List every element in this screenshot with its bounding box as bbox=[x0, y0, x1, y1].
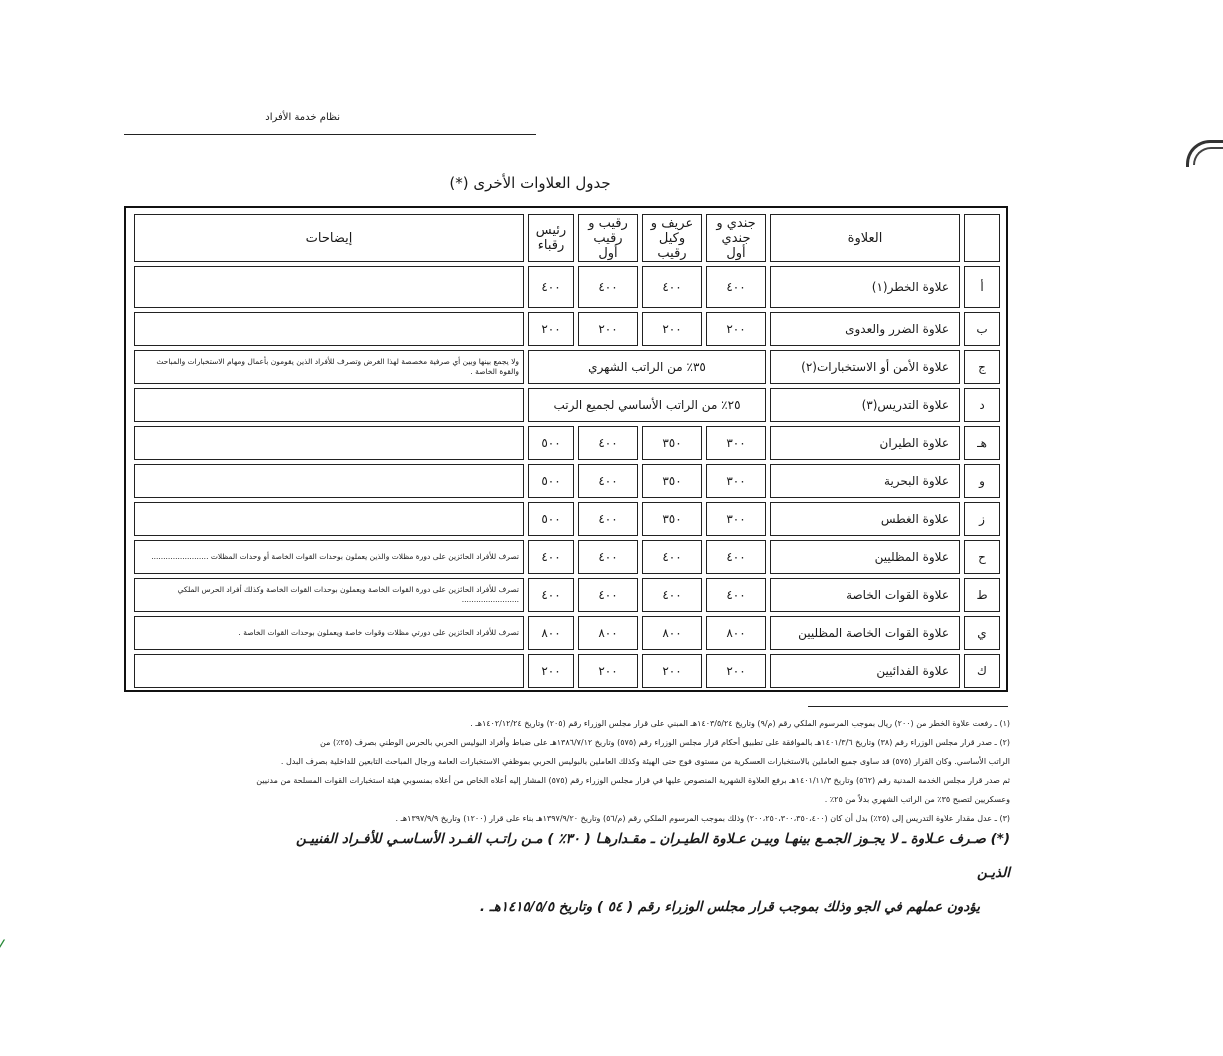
allowance-name: علاوة الضرر والعدوى bbox=[770, 312, 960, 346]
value-rank2: ٨٠٠ bbox=[642, 616, 702, 650]
value-rank1: ٢٠٠ bbox=[706, 654, 766, 688]
table-title: جدول العلاوات الأخرى (*) bbox=[449, 174, 611, 192]
table-row bbox=[134, 388, 1000, 422]
value-rank2: ٤٠٠ bbox=[642, 540, 702, 574]
value-rank3: ٢٠٠ bbox=[578, 654, 638, 688]
row-note bbox=[134, 312, 524, 346]
star-note bbox=[280, 822, 1010, 924]
allowance-name: علاوة الخطر(١) bbox=[770, 266, 960, 308]
row-note bbox=[134, 654, 524, 688]
footnote-line: الراتب الأساسي. وكان القرار (٥٧٥) قد ساوى جميع العاملين بالاستخبارات العسكرية من مستوى فوج حتى الهيئة وكذلك العاملين بالبوليس الحربي بموظفي الاستخبارات العامة ورجال المباحث التابعين للداخلية بصرف البدل . bbox=[280, 757, 1010, 766]
value-rank4: ٢٠٠ bbox=[528, 312, 574, 346]
row-note: تصرف للأفراد الحائزين على دورة مظلات والذين يعملون بوحدات القوات الخاصة أو وحدات المظلات ........................ bbox=[134, 540, 524, 574]
row-letter: هـ bbox=[964, 426, 1000, 460]
header-allowance: العلاوة bbox=[770, 214, 960, 262]
value-rank3: ٤٠٠ bbox=[578, 540, 638, 574]
value-rank4: ٨٠٠ bbox=[528, 616, 574, 650]
value-rank2: ٢٠٠ bbox=[642, 312, 702, 346]
value-rank3: ٤٠٠ bbox=[578, 502, 638, 536]
header-notes: إيضاحات bbox=[134, 214, 524, 262]
value-rank3: ٨٠٠ bbox=[578, 616, 638, 650]
table-header-row bbox=[134, 214, 1000, 262]
allowances-table bbox=[130, 210, 1004, 692]
value-rank3: ٢٠٠ bbox=[578, 312, 638, 346]
table-row bbox=[134, 464, 1000, 498]
row-note: تصرف للأفراد الحائزين على دورة القوات الخاصة ويعملون بوحدات القوات الخاصة وكذلك أفراد الحرس الملكي ........................ bbox=[134, 578, 524, 612]
footnote-line: وعسكريين لتصبح ٣٥٪ من الراتب الشهري بدلاً من ٢٥٪ . bbox=[824, 795, 1010, 804]
value-rank2: ٤٠٠ bbox=[642, 266, 702, 308]
table-row bbox=[134, 426, 1000, 460]
footnote-line: (١) ـ رفعت علاوة الخطر من (٢٠٠) ريال بموجب المرسوم الملكي رقم (م/٩) وتاريخ ١٤٠٣/٥/٢٤هـ المبني على قرار مجلس الوزراء رقم (٢٠٥) وتاريخ ١٤٠٢/١٢/٢٤هـ . bbox=[470, 719, 1010, 728]
value-rank3: ٤٠٠ bbox=[578, 464, 638, 498]
value-rank4: ٤٠٠ bbox=[528, 578, 574, 612]
footnotes bbox=[128, 714, 1010, 828]
header-rank2: عريف و وكيل رقيب bbox=[642, 214, 702, 262]
value-rank1: ٤٠٠ bbox=[706, 266, 766, 308]
row-letter: أ bbox=[964, 266, 1000, 308]
value-rank1: ٤٠٠ bbox=[706, 540, 766, 574]
footnote-line: (٣) ـ عدل مقدار علاوة التدريس إلى (٢٥٪) بدل أن كان (٢٠٠،٢٥٠،٣٠٠،٣٥٠،٤٠٠) وذلك بموجب المرسوم الملكي رقم (م/٥٦) وتاريخ ١٣٩٧/٩/٢٠هـ بناء على قرار (١٢٠٠) وتاريخ ١٣٩٧/٩/٩هـ . bbox=[395, 814, 1010, 823]
value-rank2: ٢٠٠ bbox=[642, 654, 702, 688]
allowance-rate-all-ranks: ٣٥٪ من الراتب الشهري bbox=[528, 350, 766, 384]
allowance-name: علاوة البحرية bbox=[770, 464, 960, 498]
value-rank1: ٤٠٠ bbox=[706, 578, 766, 612]
footnote-line: (٢) ـ صدر قرار مجلس الوزراء رقم (٣٨) وتاريخ ١٤٠١/٣/٦هـ بالموافقة على تطبيق أحكام قرار مجلس الوزراء رقم (٥٧٥) وتاريخ ١٣٨٦/٧/١٢هـ على ضباط وأفراد البوليس الحربي بالحرس الوطني بصرف (٢٥٪) من bbox=[320, 738, 1010, 747]
row-letter: ط bbox=[964, 578, 1000, 612]
table-row bbox=[134, 540, 1000, 574]
value-rank2: ٤٠٠ bbox=[642, 578, 702, 612]
row-letter: ح bbox=[964, 540, 1000, 574]
row-letter: ز bbox=[964, 502, 1000, 536]
header-rule bbox=[124, 134, 536, 135]
table-row bbox=[134, 616, 1000, 650]
value-rank4: ٢٠٠ bbox=[528, 654, 574, 688]
table-row bbox=[134, 502, 1000, 536]
row-note bbox=[134, 426, 524, 460]
row-letter: ك bbox=[964, 654, 1000, 688]
table-row bbox=[134, 266, 1000, 308]
row-letter: ج bbox=[964, 350, 1000, 384]
running-header: نظام خدمة الأفراد bbox=[265, 112, 340, 123]
value-rank1: ٣٠٠ bbox=[706, 464, 766, 498]
footnote-line: ثم صدر قرار مجلس الخدمة المدنية رقم (٥٦٢) وتاريخ ١٤٠١/١١/٣هـ برفع العلاوة الشهرية المنصوص عليها في قرار مجلس الوزراء رقم (٥٧٥) المشار إليه أعلاه الخاص من أعلاه بمنسوبي هيئة استخبارات القوات المسلحة من مدنيين bbox=[256, 776, 1010, 785]
row-note: ولا يجمع بينها وبين أي صرفية مخصصة لهذا الغرض وتصرف للأفراد الذين يقومون بأعمال ومهام الاستخبارات والمباحث والقوة الخاصة . bbox=[134, 350, 524, 384]
table-row bbox=[134, 654, 1000, 688]
star-note-line1: (*) صـرف عـلاوة ـ لا يجـوز الجمـع بينهـا وبيـن عـلاوة الطيـران ـ مقـدارهـا ( ٣٠٪ ) مـن راتـب الفـرد الأسـاسـي للأفـراد الفنييـن الذيـن bbox=[296, 831, 1010, 881]
value-rank3: ٤٠٠ bbox=[578, 266, 638, 308]
value-rank4: ٥٠٠ bbox=[528, 426, 574, 460]
allowance-name: علاوة القوات الخاصة bbox=[770, 578, 960, 612]
value-rank2: ٣٥٠ bbox=[642, 502, 702, 536]
value-rank4: ٥٠٠ bbox=[528, 464, 574, 498]
row-letter: د bbox=[964, 388, 1000, 422]
header-rank4: رئيس رقباء bbox=[528, 214, 574, 262]
table-row bbox=[134, 578, 1000, 612]
allowance-name: علاوة الغطس bbox=[770, 502, 960, 536]
value-rank3: ٤٠٠ bbox=[578, 578, 638, 612]
row-note bbox=[134, 464, 524, 498]
allowance-name: علاوة المظليين bbox=[770, 540, 960, 574]
allowance-name: علاوة الأمن أو الاستخبارات(٢) bbox=[770, 350, 960, 384]
value-rank2: ٣٥٠ bbox=[642, 426, 702, 460]
row-note bbox=[134, 266, 524, 308]
row-note bbox=[134, 502, 524, 536]
value-rank4: ٤٠٠ bbox=[528, 266, 574, 308]
header-letter bbox=[964, 214, 1000, 262]
value-rank4: ٤٠٠ bbox=[528, 540, 574, 574]
value-rank1: ٨٠٠ bbox=[706, 616, 766, 650]
star-note-line2: يؤدون عملهم في الجو وذلك بموجب قرار مجلس الوزراء رقم ( ٥٤ ) وتاريخ ١٤١٥/٥/٥هـ . bbox=[479, 899, 980, 915]
table-row bbox=[134, 312, 1000, 346]
allowance-rate-all-ranks: ٢٥٪ من الراتب الأساسي لجميع الرتب bbox=[528, 388, 766, 422]
allowance-name: علاوة التدريس(٣) bbox=[770, 388, 960, 422]
value-rank3: ٤٠٠ bbox=[578, 426, 638, 460]
value-rank4: ٥٠٠ bbox=[528, 502, 574, 536]
row-letter: و bbox=[964, 464, 1000, 498]
header-rank3: رقيب و رقيب أول bbox=[578, 214, 638, 262]
row-note bbox=[134, 388, 524, 422]
value-rank2: ٣٥٠ bbox=[642, 464, 702, 498]
row-letter: ب bbox=[964, 312, 1000, 346]
allowance-name: علاوة الطيران bbox=[770, 426, 960, 460]
value-rank1: ٢٠٠ bbox=[706, 312, 766, 346]
header-rank1: جندي و جندي أول bbox=[706, 214, 766, 262]
row-note: تصرف للأفراد الحائزين على دورتي مظلات وقوات خاصة ويعملون بوحدات القوات الخاصة . bbox=[134, 616, 524, 650]
allowance-name: علاوة القوات الخاصة المظليين bbox=[770, 616, 960, 650]
margin-mark: ⁄ bbox=[0, 938, 3, 954]
allowance-name: علاوة الفدائيين bbox=[770, 654, 960, 688]
value-rank1: ٣٠٠ bbox=[706, 426, 766, 460]
table-row bbox=[134, 350, 1000, 384]
row-letter: ي bbox=[964, 616, 1000, 650]
value-rank1: ٣٠٠ bbox=[706, 502, 766, 536]
footnote-rule bbox=[808, 706, 1008, 707]
